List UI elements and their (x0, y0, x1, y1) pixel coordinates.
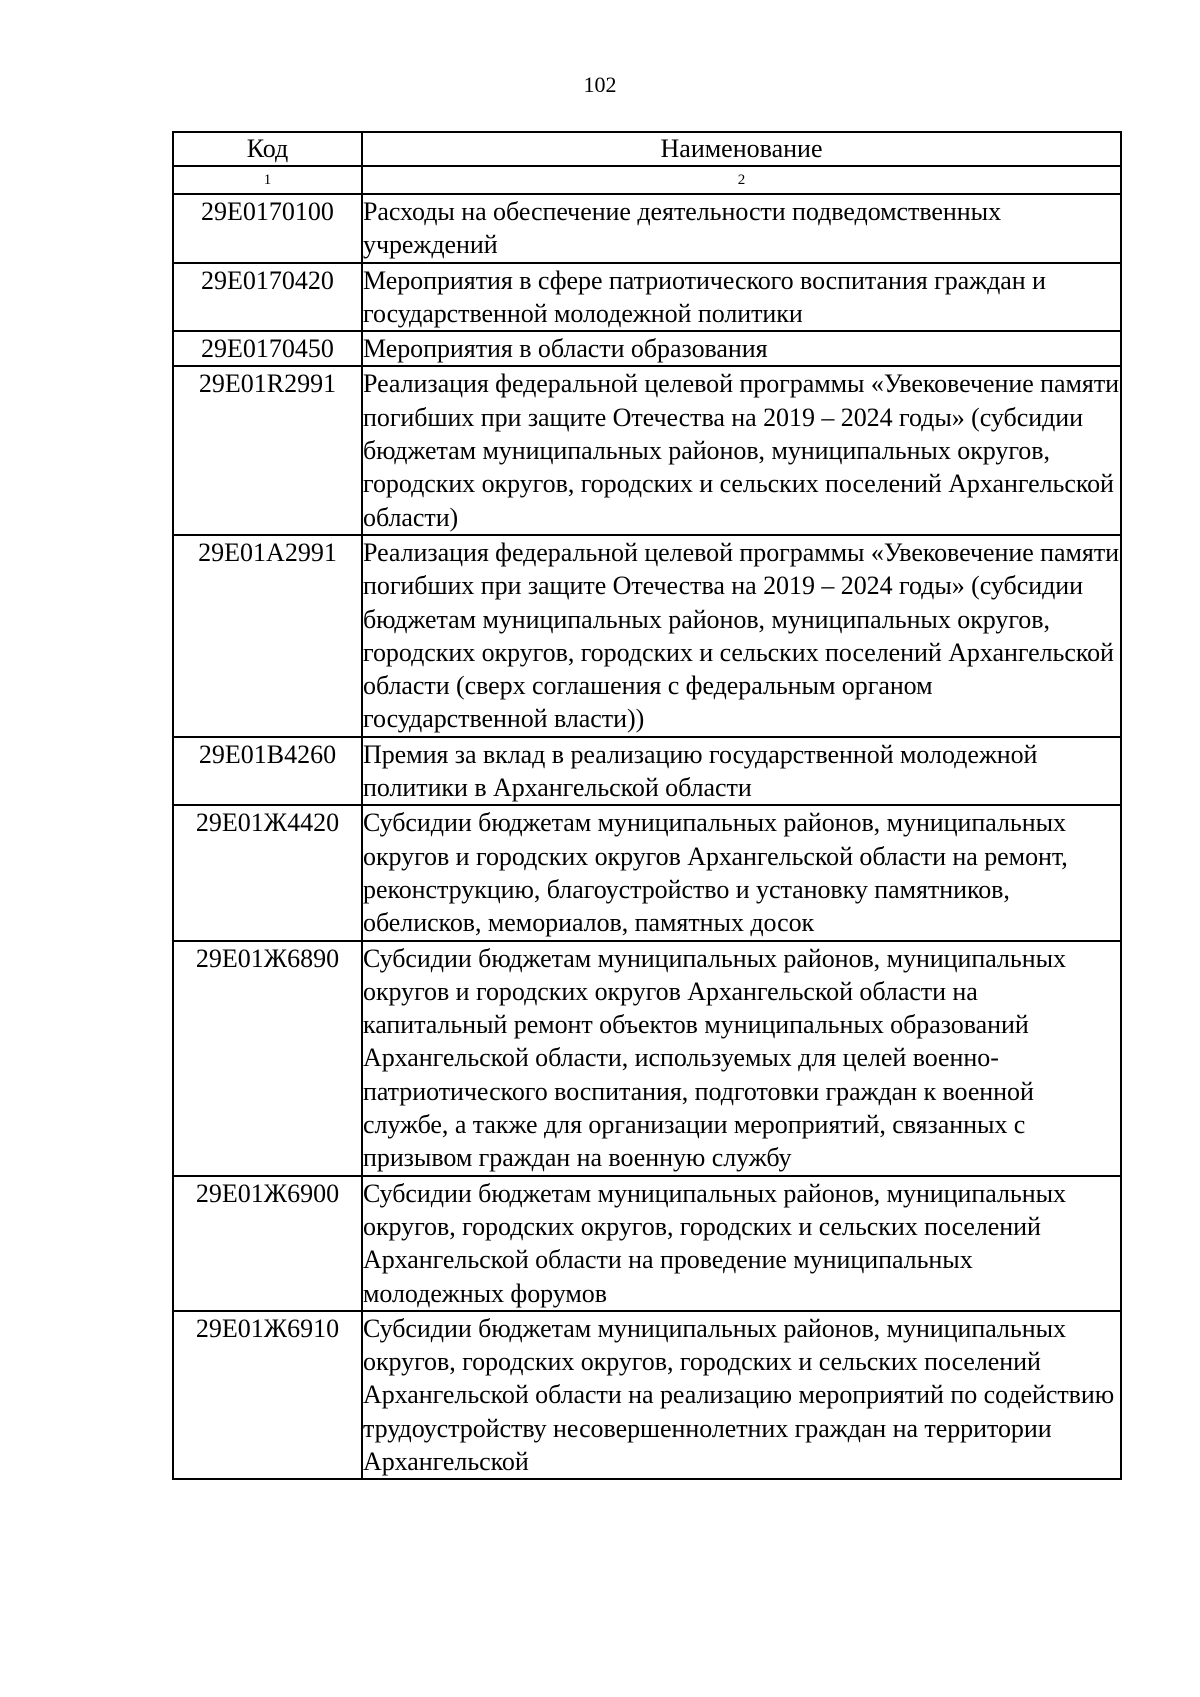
row-name: Субсидии бюджетам муниципальных районов, муниципальных округов и городских округов Архангельской области на ремонт, реконструкцию, благоустройство и установку памятников, обелисков, мемориалов, памятных досок (362, 805, 1121, 940)
header-code: Код (173, 132, 362, 166)
row-code: 29Е01Ж6890 (173, 941, 362, 1176)
row-name: Мероприятия в области образования (362, 331, 1121, 366)
row-name: Расходы на обеспечение деятельности подведомственных учреждений (362, 194, 1121, 263)
row-code: 29Е0170450 (173, 331, 362, 366)
table-row (173, 331, 1121, 366)
row-code: 29Е01В4260 (173, 737, 362, 806)
table-row (173, 1176, 1121, 1311)
row-code: 29Е01А2991 (173, 535, 362, 737)
table-row (173, 737, 1121, 806)
table-row (173, 194, 1121, 263)
table-row (173, 535, 1121, 737)
row-code: 29Е01Ж6910 (173, 1311, 362, 1479)
table-row (173, 1311, 1121, 1479)
row-code: 29Е01R2991 (173, 366, 362, 534)
column-number-name: 2 (362, 166, 1121, 194)
row-name: Реализация федеральной целевой программы «Увековечение памяти погибших при защите Отечества на 2019 – 2024 годы» (субсидии бюджетам муниципальных районов, муниципальных округов, городских округов, городских и сельских поселений Архангельской области) (362, 366, 1121, 534)
row-code: 29Е01Ж4420 (173, 805, 362, 940)
row-code: 29Е0170420 (173, 263, 362, 332)
row-name: Реализация федеральной целевой программы «Увековечение памяти погибших при защите Отечества на 2019 – 2024 годы» (субсидии бюджетам муниципальных районов, муниципальных округов, городских округов, городских и сельских поселений Архангельской области (сверх соглашения с федеральным органом государственной власти)) (362, 535, 1121, 737)
row-name: Премия за вклад в реализацию государственной молодежной политики в Архангельской области (362, 737, 1121, 806)
row-name: Субсидии бюджетам муниципальных районов, муниципальных округов и городских округов Архангельской области на капитальный ремонт объектов муниципальных образований Архангельской области, используемых для целей военно-патриотического воспитания, подготовки граждан к военной службе, а также для организации мероприятий, связанных с призывом граждан на военную службу (362, 941, 1121, 1176)
row-name: Субсидии бюджетам муниципальных районов, муниципальных округов, городских округов, городских и сельских поселений Архангельской области на реализацию мероприятий по содействию трудоустройству несовершеннолетних граждан на территории Архангельской (362, 1311, 1121, 1479)
row-code: 29Е01Ж6900 (173, 1176, 362, 1311)
table-row (173, 805, 1121, 940)
column-number-row (173, 166, 1121, 194)
row-name: Субсидии бюджетам муниципальных районов, муниципальных округов, городских округов, городских и сельских поселений Архангельской области на проведение муниципальных молодежных форумов (362, 1176, 1121, 1311)
table-row (173, 366, 1121, 534)
table-row (173, 941, 1121, 1176)
header-name: Наименование (362, 132, 1121, 166)
table-row (173, 263, 1121, 332)
budget-code-table (172, 131, 1122, 1480)
row-code: 29Е0170100 (173, 194, 362, 263)
table-header-row (173, 132, 1121, 166)
page-number: 102 (583, 72, 617, 97)
row-name: Мероприятия в сфере патриотического воспитания граждан и государственной молодежной политики (362, 263, 1121, 332)
column-number-code: 1 (173, 166, 362, 194)
